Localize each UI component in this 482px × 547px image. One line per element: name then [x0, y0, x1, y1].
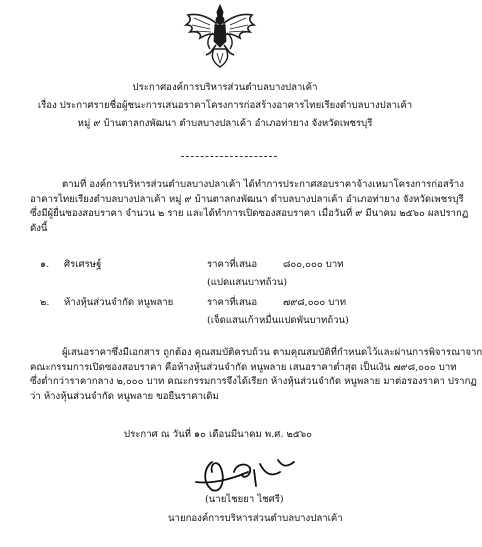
signer-name: (นายไชยยา ไชศรี) [205, 494, 284, 505]
result-line: ว่า ห้างหุ้นส่วนจำกัด หนูพลาย ขอยืนราคาเดิม [30, 390, 219, 402]
bidder-name: ศิรเศรษฐ์ [64, 259, 102, 270]
bid-price-words: (แปดแสนบาทถ้วน) [207, 277, 288, 288]
bidder-number: ๑. [40, 259, 50, 270]
announced-date: ประกาศ ณ วันที่ ๑๐ เดือนมีนาคม พ.ศ. ๒๕๖๐ [124, 429, 312, 440]
bid-price: ๗๙๘,๐๐๐ บาท [283, 297, 347, 308]
result-line: คณะกรรมการเปิดซองสอบราคา คือห้างหุ้นส่วนจำกัด หนูพลาย เสนอราคาต่ำสุด เป็นเงิน ๗๙๘,๐๐๐ บาท [30, 361, 457, 373]
price-label: ราคาที่เสนอ [207, 297, 258, 308]
bidder-name: ห้างหุ้นส่วนจำกัด หนูพลาย [64, 297, 174, 308]
price-label: ราคาที่เสนอ [207, 259, 258, 270]
bid-price: ๘๐๐,๐๐๐ บาท [283, 259, 344, 270]
result-line: ผู้เสนอราคาซึ่งมีเอกสาร ถูกต้อง คุณสมบัติครบถ้วน ตามคุณสมบัติที่กำหนดไว้และผ่านการพิจารณาจาก [62, 347, 482, 358]
garuda-emblem-icon [180, 3, 260, 69]
bid-price-words: (เจ็ดแสนเก้าหมื่นแปดพันบาทถ้วน) [207, 315, 349, 326]
handwritten-signature-icon [190, 452, 310, 496]
intro-paragraph [30, 178, 469, 236]
intro-line: ตามที่ องค์การบริหารส่วนตำบลบางปลาเค้า ได้ทำการประกาศสอบราคาจ้างเหมาโครงการก่อสร้าง [62, 179, 464, 190]
intro-line: ดังนี้ [30, 222, 48, 234]
announcement-title: ประกาศองค์การบริหารส่วนตำบลบางปลาเค้า [132, 82, 318, 93]
result-line: ซึ่งต่ำกว่าราคากลาง ๒,๐๐๐ บาท คณะกรรมการจึงได้เรียก ห้างหุ้นส่วนจำกัด หนูพลาย มาต่อรองราคา ปรากฏ [30, 376, 477, 388]
result-paragraph [30, 346, 482, 404]
separator-line [181, 156, 277, 157]
bidder-number: ๒. [40, 297, 50, 308]
intro-line: อาคารไทยเรียงตำบลบางปลาเค้า หมู่ ๙ บ้านตาลกงพัฒนา ตำบลบางปลาเค้า อำเภอท่ายาง จังหวัดเพชรบุรี [30, 193, 464, 205]
intro-line: ซึ่งมีผู้ยื่นซองสอบราคา จำนวน ๒ ราย และได้ทำการเปิดซองสอบราคา เมื่อวันที่ ๙ มีนาคม ๒๕๖๐ ผลปรากฏ [30, 208, 469, 220]
subject-line: เรื่อง ประกาศรายชื่อผู้ชนะการเสนอราคาโครงการก่อสร้างอาคารไทยเรียงตำบลบางปลาเค้า [37, 100, 413, 111]
location-line: หมู่ ๙ บ้านตาลกงพัฒนา ตำบลบางปลาเค้า อำเภอท่ายาง จังหวัดเพชรบุรี [77, 118, 373, 129]
signer-title: นายกองค์การบริหารส่วนตำบลบางปลาเค้า [168, 513, 343, 524]
